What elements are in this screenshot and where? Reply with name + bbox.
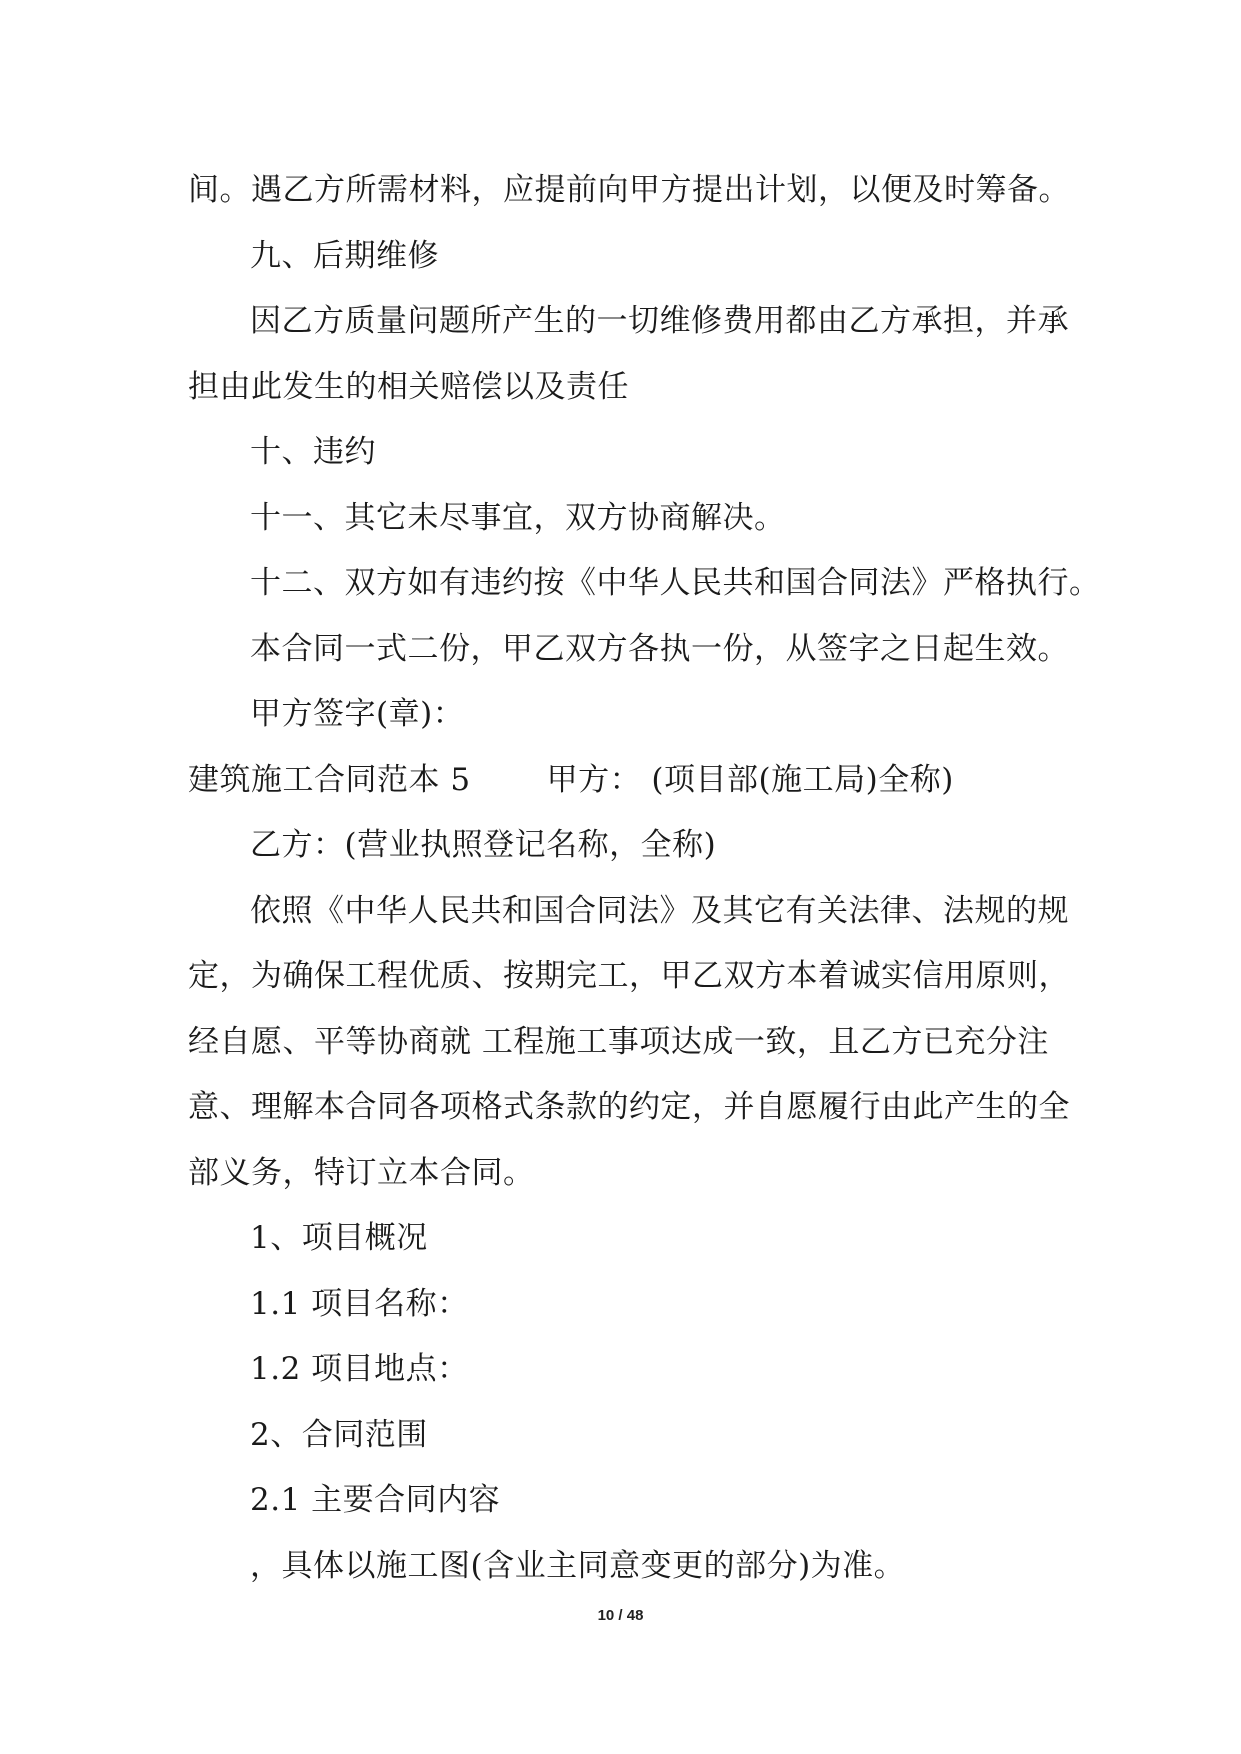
paragraph-line: 依照《中华人民共和国合同法》及其它有关法律、法规的规 bbox=[250, 892, 1069, 929]
contract-title-line bbox=[188, 748, 1068, 814]
paragraph-line: 十一、其它未尽事宜，双方协商解决。 bbox=[250, 499, 786, 536]
paragraph-line: 本合同一式二份，甲乙双方各执一份，从签字之日起生效。 bbox=[250, 630, 1069, 667]
paragraph-line: 十二、双方如有违约按《中华人民共和国合同法》严格执行。 bbox=[250, 565, 1101, 601]
contract-title: 建筑施工合同范本 5 bbox=[188, 761, 471, 798]
party-b-line: 乙方：(营业执照登记名称，全称) bbox=[250, 827, 717, 863]
section-heading: 九、后期维修 bbox=[250, 237, 439, 274]
section-heading: 十、违约 bbox=[250, 434, 376, 470]
paragraph-line: 经自愿、平等协商就 工程施工事项达成一致，且乙方已充分注 bbox=[188, 1023, 1049, 1060]
page-number: 10 / 48 bbox=[597, 1607, 644, 1624]
paragraph-line: 意、理解本合同各项格式条款的约定，并自愿履行由此产生的全 bbox=[188, 1089, 1070, 1125]
subsection-line: 1.1 项目名称： bbox=[250, 1285, 469, 1322]
paragraph-line: 定，为确保工程优质、按期完工，甲乙双方本着诚实信用原则， bbox=[188, 958, 1070, 994]
section-heading: 1、项目概况 bbox=[250, 1220, 428, 1256]
paragraph-line: ，具体以施工图(含业主同意变更的部分)为准。 bbox=[250, 1547, 906, 1584]
subsection-line: 2.1 主要合同内容 bbox=[250, 1482, 501, 1518]
section-heading: 2、合同范围 bbox=[250, 1416, 428, 1453]
document-body bbox=[188, 158, 1101, 1599]
paragraph-line: 担由此发生的相关赔偿以及责任 bbox=[188, 368, 629, 405]
paragraph-line: 部义务，特订立本合同。 bbox=[188, 1154, 535, 1191]
signature-line: 甲方签字(章)： bbox=[250, 696, 465, 732]
subsection-line: 1.2 项目地点： bbox=[250, 1351, 469, 1387]
paragraph-line: 间。遇乙方所需材料，应提前向甲方提出计划，以便及时筹备。 bbox=[188, 172, 1070, 208]
party-a-line: 甲方： (项目部(施工局)全称) bbox=[546, 761, 954, 798]
paragraph-line: 因乙方质量问题所产生的一切维修费用都由乙方承担，并承 bbox=[250, 303, 1069, 339]
